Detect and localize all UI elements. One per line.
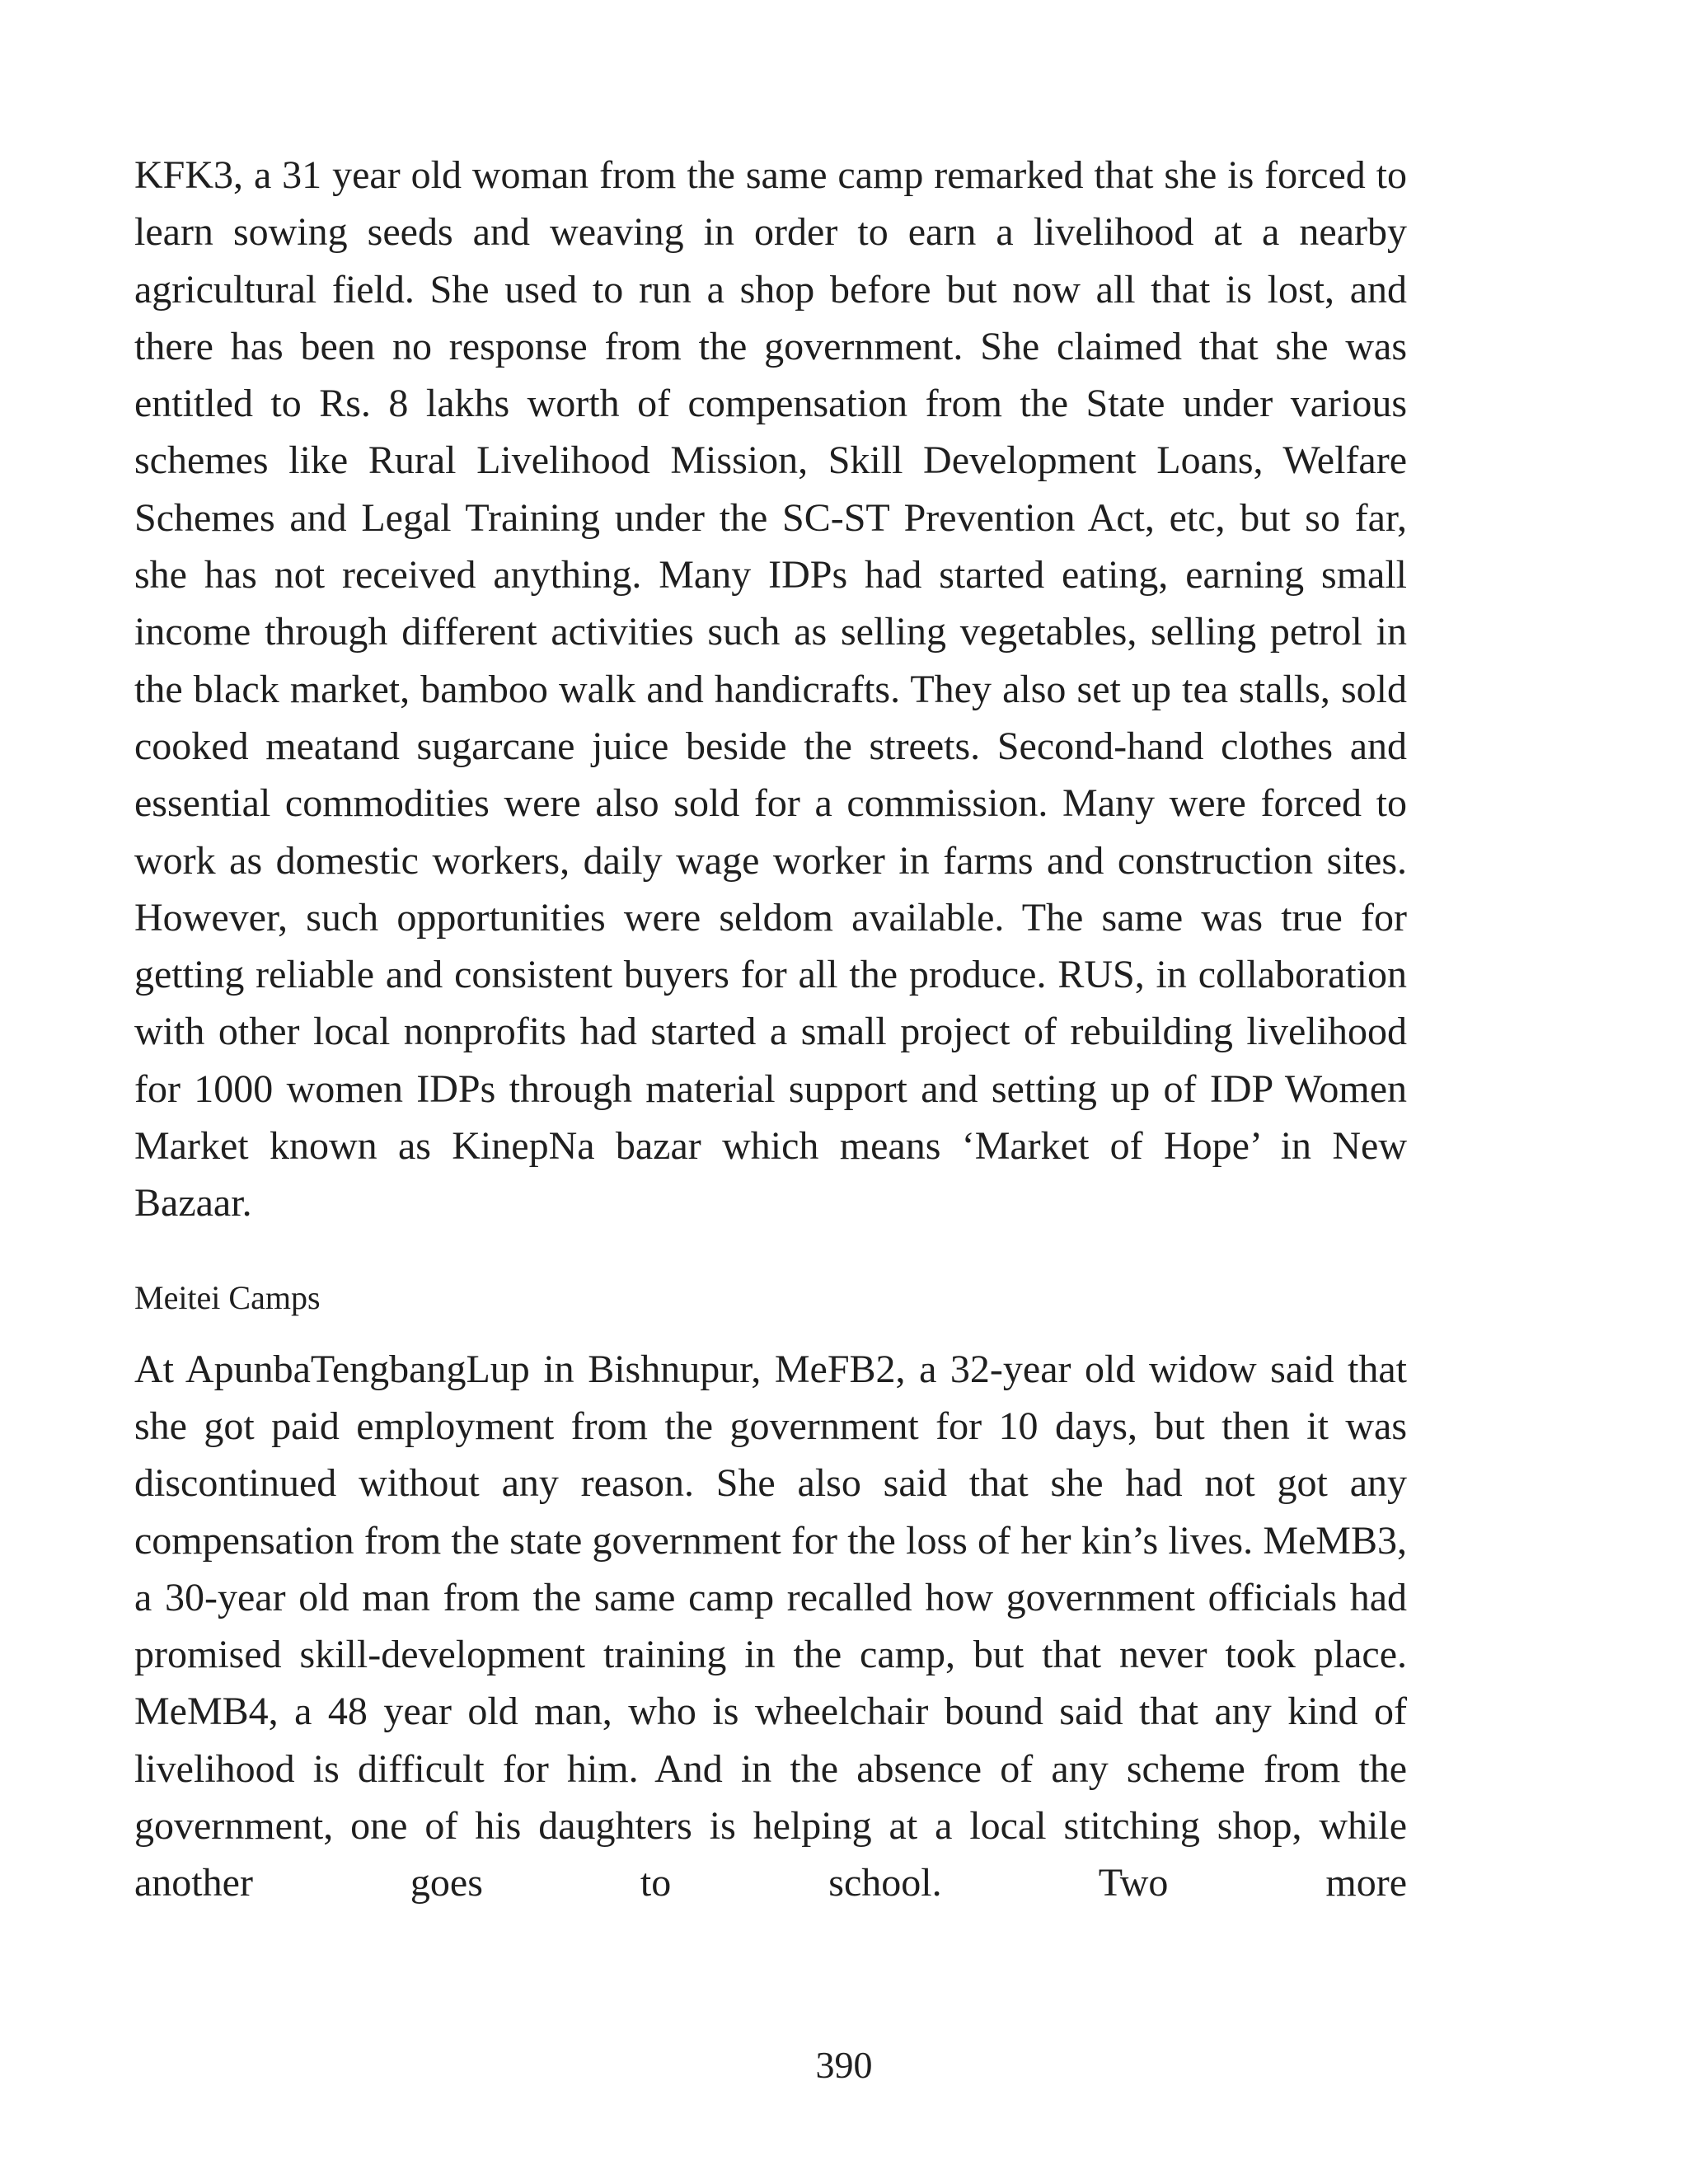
section-heading: Meitei Camps [134,1278,321,1316]
body-paragraph: KFK3, a 31 year old woman from the same camp remarked that she is forced to learn sowing seeds and weaving in order to earn a livelihood at a nearby agricultural field. She used to run a shop before but now all that is lost, and there has been no response from the government. She claimed that she was entitled to Rs. 8 lakhs worth of compensation from the State under various schemes like Rural Livelihood Mission, Skill Development Loans, Welfare Schemes and Legal Training under the SC-ST Prevention Act, etc, but so far, she has not received anything. Many IDPs had started eating, earning small income through different activities such as selling vegetables, selling petrol in the black market, bamboo walk and handicrafts. They also set up tea stalls, sold cooked meatand sugarcane juice beside the streets. Second-hand clothes and essential commodities were also sold for a commission. Many were forced to work as domestic workers, daily wage worker in farms and construction sites. However, such opportunities were seldom available. The same was true for getting reliable and consistent buyers for all the produce. RUS, in collaboration with other local nonprofits had started a small project of rebuilding livelihood for 1000 women IDPs through material support and setting up of IDP Women Market known as KinepNa bazar which means ‘Market of Hope’ in New Bazaar. [134,153,1407,1226]
page-body [134,147,1407,1912]
page-number: 390 [815,2044,873,2086]
body-paragraph: At ApunbaTengbangLup in Bishnupur, MeFB2, a 32-year old widow said that she got paid employment from the government for 10 days, but then it was discontinued without any reason. She also said that she had not got any compensation from the state government for the loss of her kin’s lives. MeMB3, a 30-year old man from the same camp recalled how government officials had promised skill-development training in the camp, but that never took place. MeMB4, a 48 year old man, who is wheelchair bound said that any kind of livelihood is difficult for him. And in the absence of any scheme from the government, one of his daughters is helping at a local stitching shop, while another goes to school. Two more [134,1347,1407,1905]
